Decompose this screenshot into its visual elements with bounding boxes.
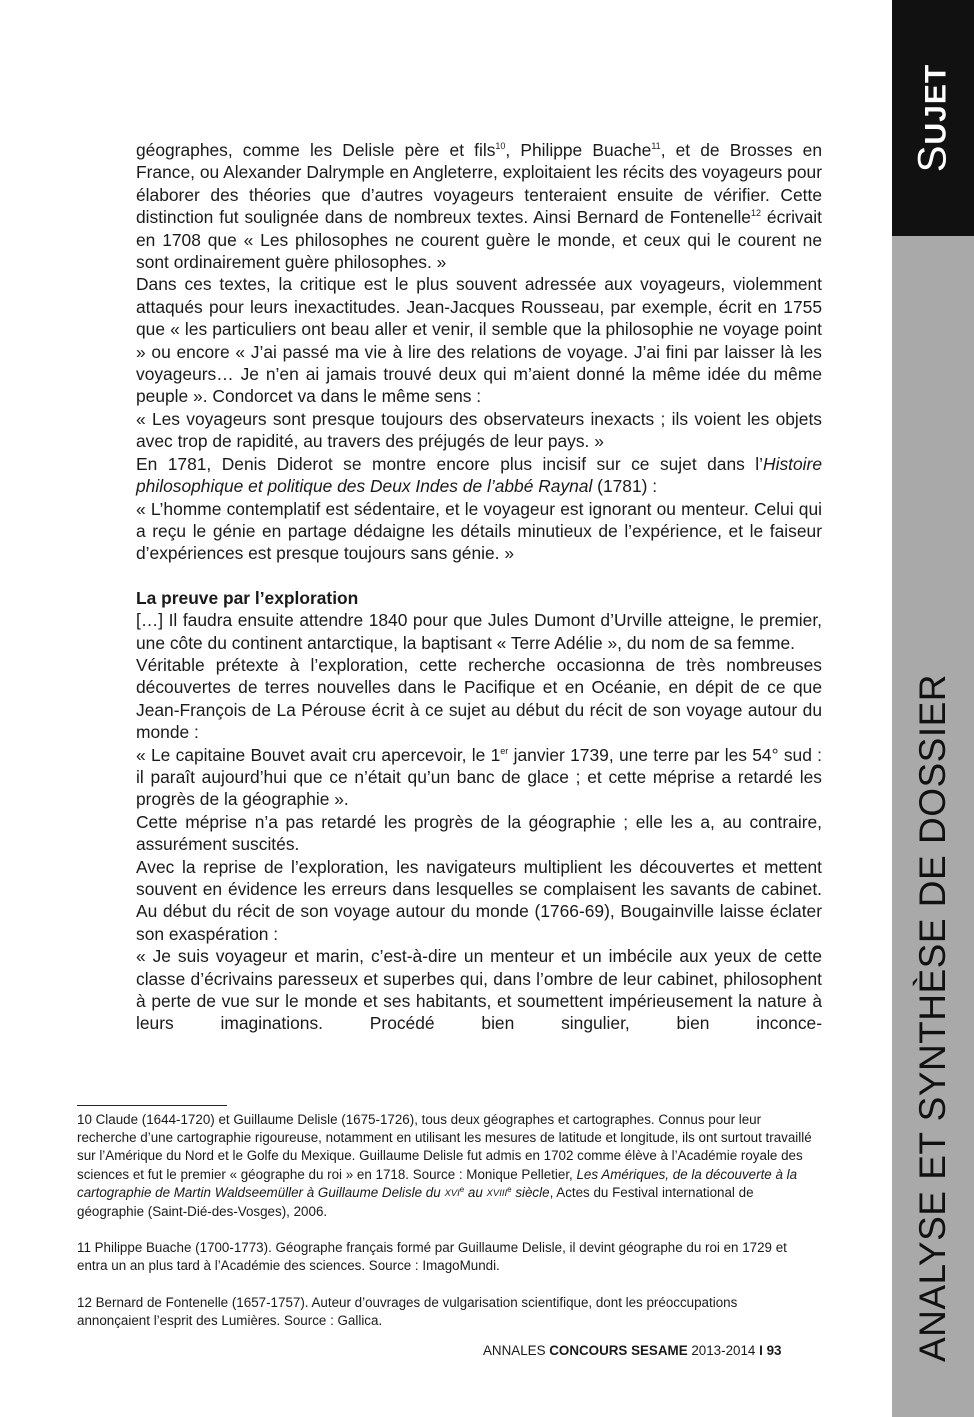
- page-footer: ANNALES CONCOURS SESAME 2013-2014 I 93: [483, 1343, 782, 1358]
- section-title-sujet: SUJET: [910, 63, 955, 173]
- quote: « Le capitaine Bouvet avait cru apercevoir, le 1er janvier 1739, une terre par les 54° sud : il paraît aujourd’hui que ce n’était qu’un banc de glace ; et cette méprise a retardé les progrès de la géographie ».: [136, 744, 823, 810]
- footnote-11: 11 Philippe Buache (1700-1773). Géographe français formé par Guillaume Delisle, il devint géographe du roi en 1729 et entra un an plus tard à l’Académie des sciences. Source : ImagoMundi.: [77, 1240, 787, 1274]
- paragraph: Véritable prétexte à l’exploration, cette recherche occasionna de très nombreuses découvertes de terres nouvelles dans le Pacifique et en Océanie, en dépit de ce que Jean-François de La Pérouse écrit à ce sujet au début du récit de son voyage autour du monde :: [136, 654, 822, 743]
- section-title-analyse: ANALYSE ET SYNTHÈSE DE DOSSIER: [912, 673, 953, 1363]
- quote: « Je suis voyageur et marin, c’est-à-dire un menteur et un imbécile aux yeux de cette classe d’écrivains paresseux et superbes qui, dans l’ombre de leur cabinet, philosophent à perte de vue sur le monde et ses habitants, et soumettent impérieusement la nature à leurs imaginations. Procédé bien singulier, bien inconce-: [136, 946, 822, 1034]
- paragraph: Dans ces textes, la critique est le plus souvent adressée aux voyageurs, violemment attaqués pour leurs inexactitudes. Jean-Jacques Rousseau, par exemple, écrit en 1755 que « les particuliers ont beau aller et venir, il semble que la philosophie ne voyage point » ou encore « J’ai passé ma vie à lire des relations de voyage. J’ai fini par laisser là les voyageurs… Je n’en ai jamais trouvé deux qui m’aient donné la même idée du même peuple ». Condorcet va dans le même sens :: [136, 274, 822, 407]
- paragraph: Avec la reprise de l’exploration, les navigateurs multiplient les découvertes et mettent souvent en évidence les erreurs dans lesquelles se complaisent les savants de cabinet. Au début du récit de son voyage autour du monde (1766-69), Bougainville laisse éclater son exaspération :: [136, 856, 822, 944]
- footnote-divider: [77, 1105, 227, 1106]
- footnote-12: 12 Bernard de Fontenelle (1657-1757). Auteur d’ouvrages de vulgarisation scientifique, dont les préoccupations annonçaient l’esprit des Lumières. Source : Gallica.: [77, 1294, 738, 1328]
- quote: « Les voyageurs sont presque toujours des observateurs inexacts ; ils voient les objets avec trop de rapidité, au travers des préjugés de leur pays. »: [136, 408, 822, 452]
- quote: « L’homme contemplatif est sédentaire, et le voyageur est ignorant ou menteur. Celui qui a reçu le génie en partage dédaigne les détails minutieux de l’expérience, et le faiseur d’expériences est presque toujours sans génie. »: [136, 498, 822, 564]
- main-text: [136, 139, 822, 1035]
- paragraph: En 1781, Denis Diderot se montre encore plus incisif sur ce sujet dans l’Histoire philosophique et politique des Deux Indes de l’abbé Raynal (1781) :: [136, 453, 822, 497]
- footnotes: [77, 1111, 812, 1348]
- section-heading: La preuve par l’exploration: [136, 587, 359, 608]
- paragraph: Cette méprise n’a pas retardé les progrès de la géographie ; elle les a, au contraire, assurément suscités.: [136, 811, 822, 855]
- footnote-10: 10 Claude (1644-1720) et Guillaume Delisle (1675-1726), tous deux géographes et cartographes. Connus pour leur recherche d’une cartographie rigoureuse, notamment en utilisant les mesures de latitude et longitude, ils ont surtout travaillé sur l’Amérique du Nord et le Golfe du Mexique. Guillaume Delisle fut admis en 1702 comme élève à l’Académie royale des sciences et fut le premier « géographe du roi » en 1718. Source : Monique Pelletier, Les Amériques, de la découverte à la cartographie de Martin Waldseemüller à Guillaume Delisle du XVIe au XVIIIe siècle, Actes du Festival international de géographie (Saint-Dié-des-Vosges), 2006.: [77, 1112, 812, 1220]
- paragraph: […] Il faudra ensuite attendre 1840 pour que Jules Dumont d’Urville atteigne, le premier, une côte du continent antarctique, la baptisant « Terre Adélie », du nom de sa femme.: [136, 610, 822, 653]
- paragraph: géographes, comme les Delisle père et fils$^{10}$, Philippe Buache$^{11}$, et de Brosses en France, ou Alexander Dalrymple en Angleterre, exploitaient les récits des voyageurs pour élaborer des théories que d’autres voyageurs tenteraient ensuite de vérifier. Cette distinction fut soulignée dans de nombreux textes. Ainsi Bernard de Fontenelle$^{12}$ écrivait en 1708 que « Les philosophes ne courent guère le monde, et ceux qui le courent ne sont ordinairement guère philosophes. »: [136, 140, 822, 273]
